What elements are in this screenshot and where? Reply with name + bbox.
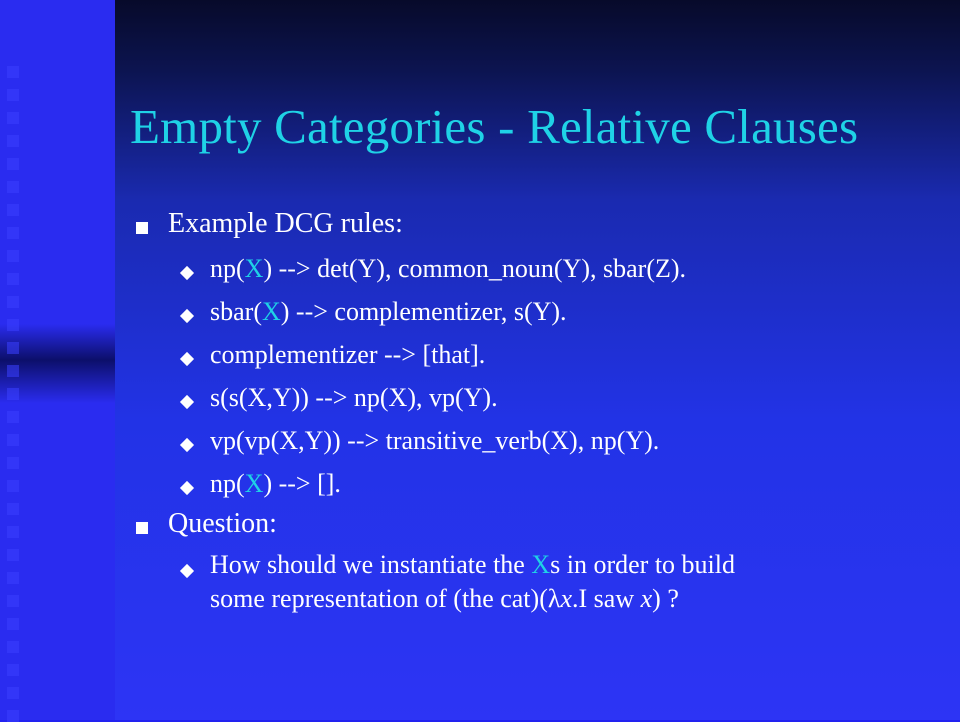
rule-vp: vp(vp(X,Y)) --> transitive_verb(X), np(Y). [210,426,660,455]
diamond-bullet-icon [180,309,194,323]
diamond-bullet-icon [180,352,194,366]
square-bullet-icon [136,222,148,234]
bullet-question: Question: [168,508,277,539]
lambda-symbol: λ [547,584,561,613]
question-line-1: How should we instantiate the Xs in order to build [210,550,735,579]
diamond-bullet-icon [180,266,194,280]
rule-complementizer: complementizer --> [that]. [210,340,486,369]
rule-sbar: sbar(X) --> complementizer, s(Y). [210,297,567,326]
diamond-bullet-icon [180,481,194,495]
diamond-bullet-icon [180,395,194,409]
rule-np-empty: np(X) --> []. [210,469,341,498]
bullet-example-rules: Example DCG rules: [168,208,403,239]
diamond-bullet-icon [180,438,194,452]
rule-np-sbar: np(X) --> det(Y), common_noun(Y), sbar(Z). [210,254,687,283]
question-line-2: some representation of (the cat)(λx.I saw x) ? [210,584,679,613]
square-bullet-icon [136,522,148,534]
slide-title: Empty Categories - Relative Clauses [130,99,859,154]
rule-s: s(s(X,Y)) --> np(X), vp(Y). [210,383,498,412]
diamond-bullet-icon [180,564,194,578]
